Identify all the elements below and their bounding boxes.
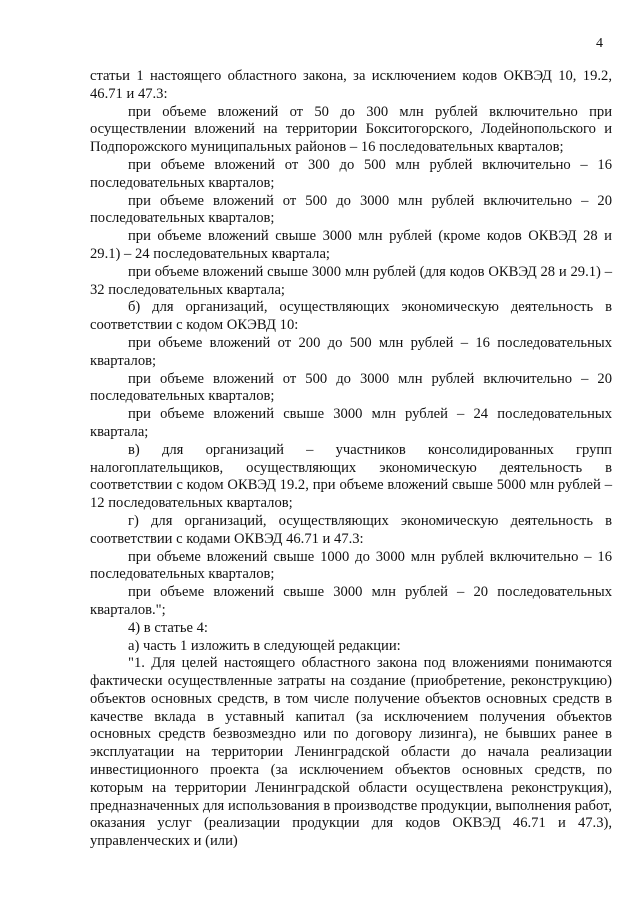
paragraph: при объеме вложений свыше 3000 млн рублей (кроме кодов ОКВЭД 28 и 29.1) – 24 последовательных квартала;: [90, 228, 612, 262]
document-body: [90, 68, 612, 851]
paragraph: г) для организаций, осуществляющих экономическую деятельность в соответствии с кодами ОКВЭД 46.71 и 47.3:: [90, 512, 612, 547]
paragraph: б) для организаций, осуществляющих экономическую деятельность в соответствии с кодом ОКЭВД 10:: [90, 299, 612, 334]
paragraph: при объеме вложений от 200 до 500 млн рублей – 16 последовательных кварталов;: [90, 334, 612, 369]
paragraph: статьи 1 настоящего областного закона, за исключением кодов ОКВЭД 10, 19.2, 46.71 и 47.3:: [90, 68, 612, 102]
paragraph: при объеме вложений от 500 до 3000 млн рублей включительно – 20 последовательных кварталов;: [90, 192, 612, 227]
paragraph: при объеме вложений свыше 3000 млн рублей – 20 последовательных кварталов.";: [90, 584, 612, 618]
paragraph: а) часть 1 изложить в следующей редакции:: [128, 637, 401, 654]
paragraph: при объеме вложений свыше 3000 млн рублей – 24 последовательных квартала;: [90, 406, 612, 440]
paragraph: в) для организаций – участников консолидированных групп налогоплательщиков, осуществляющих экономическую деятельность в соответствии с кодом ОКВЭД 19.2, при объеме вложений свыше 5000 млн рублей – 12 последовательных кварталов;: [90, 441, 612, 512]
paragraph: при объеме вложений от 500 до 3000 млн рублей включительно – 20 последовательных кварталов;: [90, 370, 612, 405]
page-number: 4: [596, 36, 603, 51]
paragraph: при объеме вложений свыше 3000 млн рублей (для кодов ОКВЭД 28 и 29.1) – 32 последовательных квартала;: [90, 263, 612, 298]
paragraph: 4) в статье 4:: [128, 619, 208, 636]
paragraph: при объеме вложений свыше 1000 до 3000 млн рублей включительно – 16 последовательных кварталов;: [90, 548, 612, 583]
paragraph: "1. Для целей настоящего областного закона под вложениями понимаются фактически осуществленные затраты на создание (приобретение, реконструкцию) объектов основных средств, в том числе получение объектов основных средств в качестве вклада в уставный капитал (за исключением получения объектов основных средств безвозмездно или по договору лизинга), не бывших ранее в эксплуатации на территории Ленинградской области до начала реализации инвестиционного проекта (за исключением объектов основных средств, по которым на территории Ленинградской области осуществлена реконструкция), предназначенных для использования в производстве продукции, выполнения работ, оказания услуг (реализации продукции для кодов ОКВЭД 46.71 и 47.3), управленческих и (или): [90, 655, 612, 850]
paragraph: при объеме вложений от 300 до 500 млн рублей включительно – 16 последовательных кварталов;: [90, 156, 612, 191]
paragraph: при объеме вложений от 50 до 300 млн рублей включительно при осуществлении вложений на территории Бокситогорского, Лодейнопольского и Подпорожского муниципальных районов – 16 последовательных кварталов;: [90, 103, 612, 156]
